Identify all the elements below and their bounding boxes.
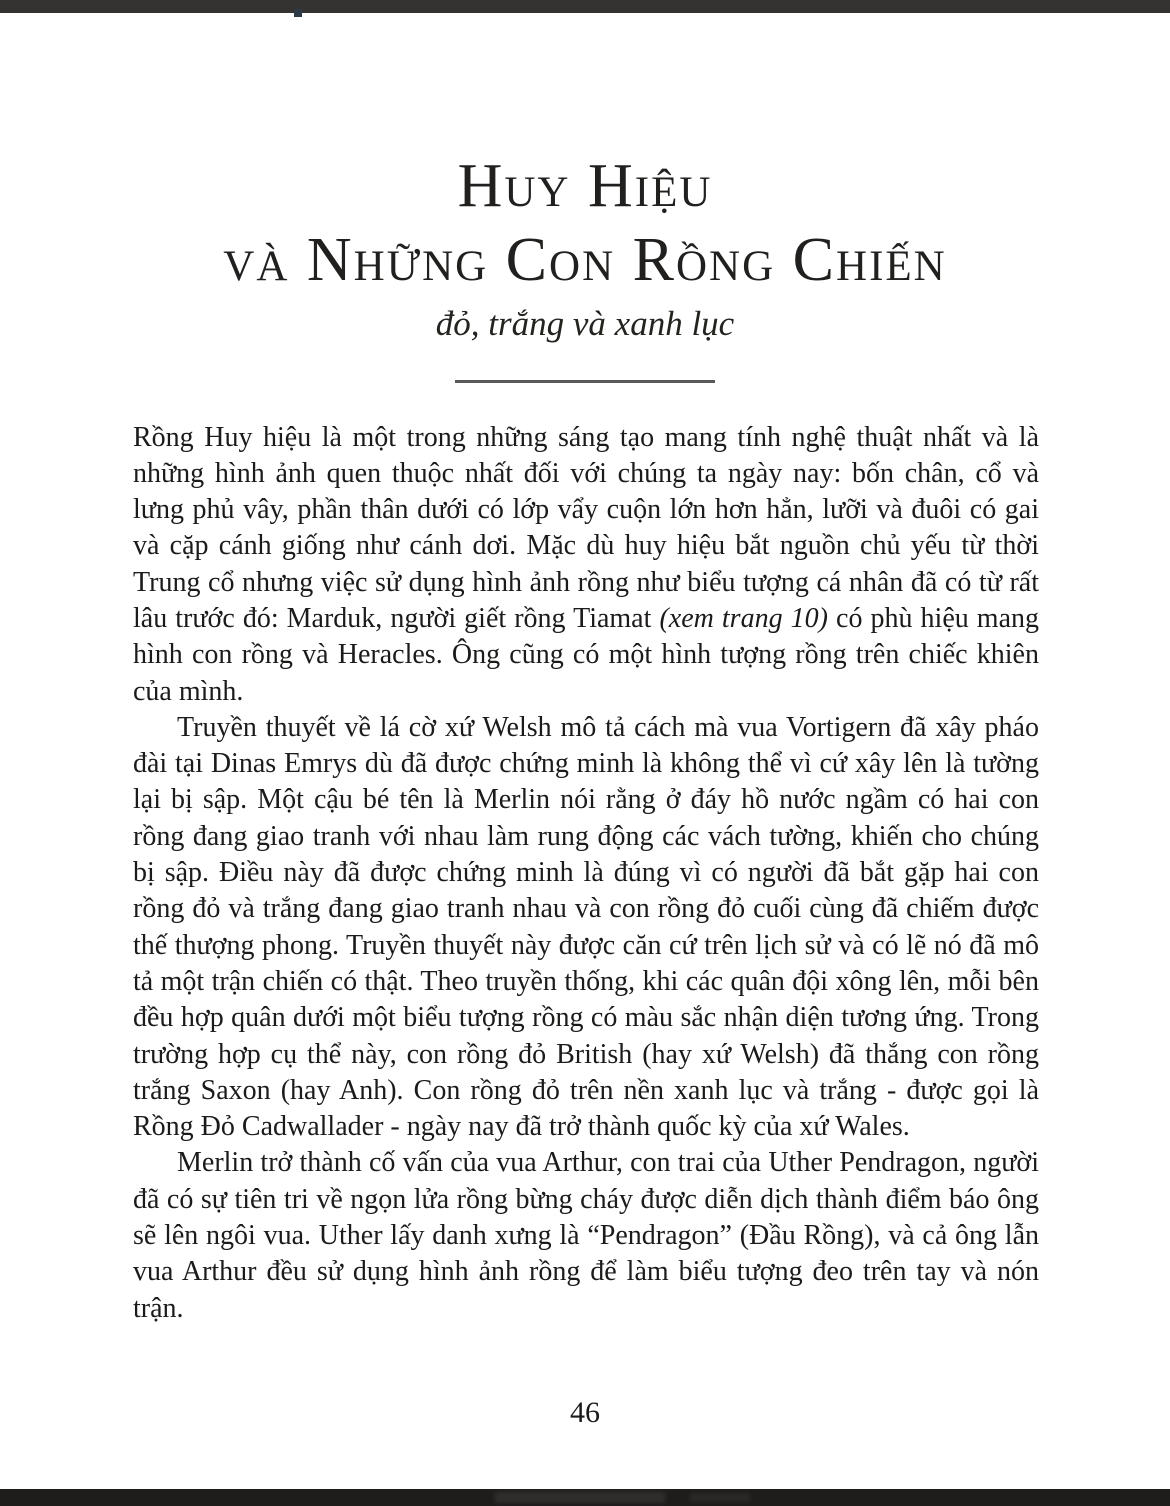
paragraph-1-cross-reference: (xem trang 10) [659,602,828,634]
body-text [133,420,1039,1327]
bottom-bar-texture [690,1493,750,1502]
title-divider-rule [455,380,715,383]
page-number: 46 [570,1396,600,1429]
bottom-edge-bar [0,1489,1170,1506]
paragraph-1 [133,420,1039,710]
top-edge-bar [0,0,1170,13]
paragraph-1-text-b: có phù hiệu mang hình con rồng và Heracles. Ông cũng có một hình tượng rồng trên chiếc khiên của mình. [133,602,1040,707]
paragraph-2: Truyền thuyết về lá cờ xứ Welsh mô tả cách mà vua Vortigern đã xây pháo đài tại Dinas Emrys dù đã được chứng minh là không thể vì cứ xây lên là tường lại bị sập. Một cậu bé tên là Merlin nói rằng ở đáy hồ nước ngầm có hai con rồng đang giao tranh với nhau làm rung động các vách tường, khiến cho chúng bị sập. Điều này đã được chứng minh là đúng vì có người đã bắt gặp hai con rồng đỏ và trắng đang giao tranh nhau và con rồng đỏ cuối cùng đã chiếm được thế thượng phong. Truyền thuyết này được căn cứ trên lịch sử và có lẽ nó đã mô tả một trận chiến có thật. Theo truyền thống, khi các quân đội xông lên, mỗi bên đều hợp quân dưới một biểu tượng rồng có màu sắc nhận diện tương ứng. Trong trường hợp cụ thể này, con rồng đỏ British (hay xứ Welsh) đã thắng con rồng trắng Saxon (hay Anh). Con rồng đỏ trên nền xanh lục và trắng - được gọi là Rồng Đỏ Cadwallader - ngày nay đã trở thành quốc kỳ của xứ Wales. [133,711,1039,1143]
paragraph-1-text-a: Rồng Huy hiệu là một trong những sáng tạo mang tính nghệ thuật nhất và là những hình ảnh quen thuộc nhất đối với chúng ta ngày nay: bốn chân, cổ và lưng phủ vây, phần thân dưới có lớp vẩy cuộn lớn hơn hẳn, lưỡi và đuôi có gai và cặp cánh giống như cánh dơi. Mặc dù huy hiệu bắt nguồn chủ yếu từ thời Trung cổ nhưng việc sử dụng hình ảnh rồng như biểu tượng cá nhân đã có từ rất lâu trước đó: Marduk, người giết rồng Tiamat [133,421,1039,634]
paragraph-3: Merlin trở thành cố vấn của vua Arthur, con trai của Uther Pendragon, người đã có sự tiên tri về ngọn lửa rồng bừng cháy được diễn dịch thành điểm báo ông sẽ lên ngôi vua. Uther lấy danh xưng là “Pendragon” (Đầu Rồng), và cả ông lẫn vua Arthur đều sử dụng hình ảnh rồng để làm biểu tượng đeo trên tay và nón trận. [133,1147,1039,1324]
chapter-subtitle: đỏ, trắng và xanh lục [435,304,735,343]
bottom-bar-texture [495,1492,665,1503]
chapter-heading [0,0,1170,383]
chapter-title-line2: và Những Con Rồng Chiến [223,226,947,294]
chapter-title-line1: Huy Hiệu [457,152,713,220]
top-edge-notch [294,9,302,17]
